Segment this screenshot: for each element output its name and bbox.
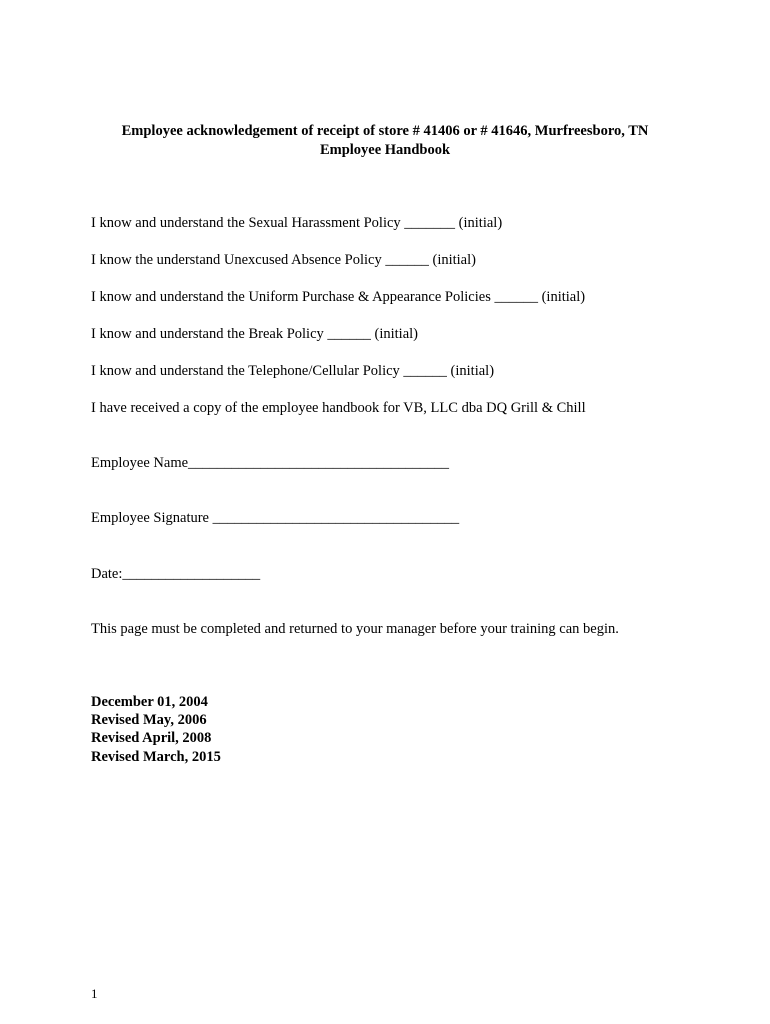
employee-name-field: Employee Name____________________________________ <box>91 455 450 471</box>
statement-handbook-received: I have received a copy of the employee handbook for VB, LLC dba DQ Grill & Chill <box>91 400 586 416</box>
statement-telephone-policy: I know and understand the Telephone/Cellular Policy ______ (initial) <box>91 363 495 379</box>
revision-original-date: December 01, 2004 <box>91 694 208 710</box>
statement-break-policy: I know and understand the Break Policy ______ (initial) <box>91 326 418 342</box>
revision-april-2008: Revised April, 2008 <box>91 730 212 746</box>
revision-march-2015: Revised March, 2015 <box>91 749 221 765</box>
date-field: Date:___________________ <box>91 566 261 582</box>
page-number: 1 <box>91 986 98 1001</box>
title-line-2: Employee Handbook <box>319 142 451 158</box>
statement-sexual-harassment: I know and understand the Sexual Harassment Policy _______ (initial) <box>91 215 503 231</box>
statement-uniform-appearance: I know and understand the Uniform Purchase & Appearance Policies ______ (initial) <box>91 289 586 305</box>
completion-notice: This page must be completed and returned to your manager before your training can begin. <box>91 621 619 637</box>
revision-may-2006: Revised May, 2006 <box>91 712 207 728</box>
title-line-1: Employee acknowledgement of receipt of store # 41406 or # 41646, Murfreesboro, TN <box>121 123 649 139</box>
statement-unexcused-absence: I know the understand Unexcused Absence Policy ______ (initial) <box>91 252 476 268</box>
employee-signature-field: Employee Signature __________________________________ <box>91 510 460 526</box>
